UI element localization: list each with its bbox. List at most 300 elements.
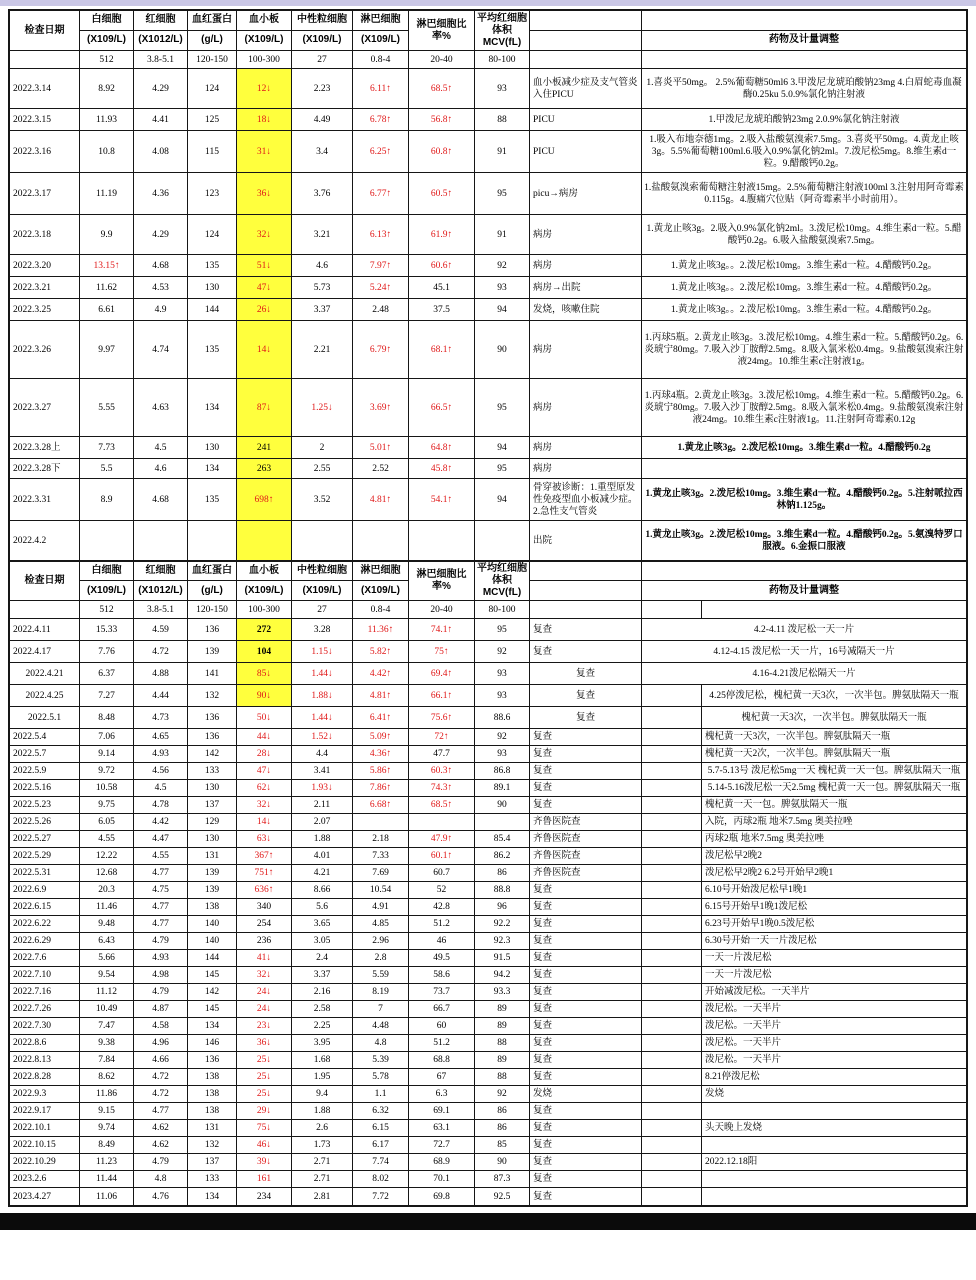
- cell-rbc: 4.76: [134, 1188, 188, 1205]
- cell-lymphocyte: 5.24↑: [353, 277, 409, 298]
- mcv-label-line2: MCV(fL): [482, 587, 522, 598]
- cell-mcv: 86.2: [475, 848, 530, 864]
- cell-lymphocyte: 10.54: [353, 882, 409, 898]
- column-unit: (X109/L): [302, 34, 342, 46]
- ref-platelet: 100-300: [237, 51, 292, 68]
- cell-lymphocyte: 3.69↑: [353, 379, 409, 436]
- cell-gap: [642, 916, 702, 932]
- cell-meds: 泼尼松。一天半片: [705, 1004, 782, 1014]
- cell-lymphocyte: 11.36↑: [353, 619, 409, 640]
- cell-wbc: 9.72: [80, 763, 134, 779]
- table-row: [10, 459, 966, 479]
- cell-date: 2022.5.27: [10, 831, 80, 847]
- table-row: [10, 899, 966, 916]
- table-row: [10, 641, 966, 663]
- cell-lymphocyte: 2.48: [353, 299, 409, 320]
- cell-gap: [642, 780, 702, 796]
- cell-meds: 槐杞黄一天3次，一次半包。脾氨肽隔天一瓶: [741, 712, 927, 723]
- cell-date: 2022.3.18: [10, 215, 80, 254]
- cell-mcv: 95: [475, 173, 530, 214]
- cell-gap: [642, 1069, 702, 1085]
- cell-date: 2022.6.22: [10, 916, 80, 932]
- cell-neutrophil: 3.95: [292, 1035, 353, 1051]
- column-header-meds: [642, 11, 966, 50]
- cell-hgb: 130: [188, 831, 237, 847]
- cell-mcv: 89: [475, 1018, 530, 1034]
- cell-meds: 5.14-5.16泼尼松一天2.5mg 槐杞黄一天一包。脾氨肽隔天一瓶: [707, 783, 961, 793]
- cell-neutrophil: 2.21: [292, 321, 353, 378]
- cell-rbc: 4.08: [134, 131, 188, 172]
- cell-platelet: 254: [237, 916, 292, 932]
- cell-rbc: 4.77: [134, 865, 188, 881]
- cell-platelet: 104: [237, 641, 292, 662]
- cell-hgb: 130: [188, 780, 237, 796]
- cell-meds: 1.丙球4瓶。2.黄龙止咳3g。3.泼尼松10mg。4.维生素d一粒。5.醋酸钙0.2g。6.炎琥宁80mg。7.吸入沙丁胺醇2.5mg。8.吸入氯米松0.4mg。9.盐酸氨溴索注射液24mg。10.维生素c注射液1g。11.注射阿奇霉素0.12g: [644, 390, 964, 425]
- cell-lymph-ratio: 60: [409, 1018, 475, 1034]
- cell-mcv: 88.6: [475, 707, 530, 728]
- cell-gap: [642, 1035, 702, 1051]
- cell-meds: 1.黄龙止咳3g。2.泼尼松10mg。3.维生素d一粒。4.醋酸钙0.2g。5.氨溴特罗口服液。6.金振口服液: [645, 529, 963, 552]
- table-row: [10, 131, 966, 173]
- cell-neutrophil: 3.41: [292, 763, 353, 779]
- cell-meds: 槐杞黄一天一包。脾氨肽隔天一瓶: [705, 800, 848, 810]
- column-unit: (X109/L): [361, 34, 400, 46]
- cell-rbc: 4.72: [134, 1069, 188, 1085]
- cell-platelet: 29↓: [237, 1103, 292, 1119]
- cell-status: 病房→出院: [530, 277, 642, 298]
- cell-hgb: 134: [188, 379, 237, 436]
- ref-lymphocyte: 0.8-4: [353, 601, 409, 618]
- cell-lymphocyte: 5.78: [353, 1069, 409, 1085]
- cell-lymph-ratio: 73.7: [409, 984, 475, 1000]
- cell-wbc: 6.43: [80, 933, 134, 949]
- cell-date: 2023.4.27: [10, 1188, 80, 1205]
- cell-lymphocyte: 6.32: [353, 1103, 409, 1119]
- cell-hgb: 140: [188, 916, 237, 932]
- cell-lymphocyte: 6.13↑: [353, 215, 409, 254]
- table-row: [10, 848, 966, 865]
- cell-meds: 1.甲泼尼龙琥珀酸钠23mg 2.0.9%氯化钠注射液: [708, 114, 900, 125]
- cell-platelet: 236: [237, 933, 292, 949]
- cell-lymphocyte: 4.85: [353, 916, 409, 932]
- cell-lymphocyte: 6.77↑: [353, 173, 409, 214]
- cell-neutrophil: 1.88: [292, 831, 353, 847]
- cell-lymph-ratio: 45.1: [409, 277, 475, 298]
- column-header-mcv: [475, 11, 530, 50]
- table-row: [10, 685, 966, 707]
- cell-lymph-ratio: 69.4↑: [409, 663, 475, 684]
- cell-wbc: 13.15↑: [80, 255, 134, 276]
- cell-hgb: 138: [188, 1086, 237, 1102]
- cell-mcv: 94: [475, 437, 530, 458]
- cell-gap: [642, 1188, 702, 1205]
- cell-meds: 6.30号开始一天一片泼尼松: [705, 936, 817, 946]
- cell-platelet: 41↓: [237, 950, 292, 966]
- column-header-platelet: [237, 562, 292, 600]
- cell-status: 复查: [530, 984, 642, 1000]
- cell-rbc: 4.41: [134, 109, 188, 130]
- table-row: [10, 173, 966, 215]
- cell-rbc: 4.73: [134, 707, 188, 728]
- ref-wbc: 512: [80, 601, 134, 618]
- cell-hgb: 124: [188, 69, 237, 108]
- cell-platelet: 234: [237, 1188, 292, 1205]
- cell-platelet: 23↓: [237, 1018, 292, 1034]
- column-unit: (X1012/L): [138, 34, 183, 46]
- cell-platelet: 24↓: [237, 984, 292, 1000]
- cell-hgb: 131: [188, 848, 237, 864]
- table-row: [10, 950, 966, 967]
- table-row: [10, 1069, 966, 1086]
- ref-rbc: 3.8-5.1: [134, 51, 188, 68]
- cell-neutrophil: 9.4: [292, 1086, 353, 1102]
- column-header-rbc: [134, 562, 188, 600]
- cell-platelet: 50↓: [237, 707, 292, 728]
- cell-mcv: 90: [475, 1154, 530, 1170]
- ref-lymph-ratio: 20-40: [409, 51, 475, 68]
- column-unit: (X109/L): [302, 584, 342, 596]
- cell-date: [10, 601, 80, 618]
- cell-status: 复查: [530, 1103, 642, 1119]
- cell-neutrophil: 2.25: [292, 1018, 353, 1034]
- cell-status: 复查: [530, 1018, 642, 1034]
- cell-lymph-ratio: 69.8: [409, 1188, 475, 1205]
- cell-date: 2022.4.21: [10, 663, 80, 684]
- cell-status: 复查: [530, 1137, 642, 1153]
- ref-hgb: 120-150: [188, 601, 237, 618]
- cell-platelet: 32↓: [237, 967, 292, 983]
- column-header-lymphocyte: [353, 562, 409, 600]
- table-row: [10, 215, 966, 255]
- cell-lymph-ratio: 60.7: [409, 865, 475, 881]
- cell-neutrophil: 1.95: [292, 1069, 353, 1085]
- cell-lymph-ratio: 52: [409, 882, 475, 898]
- cell-status: 复查: [530, 1035, 642, 1051]
- cell-lymphocyte: 4.91: [353, 899, 409, 915]
- cell-mcv: 93: [475, 663, 530, 684]
- table-row: [10, 1018, 966, 1035]
- cell-gap: [642, 746, 702, 762]
- table-row: [10, 797, 966, 814]
- cell-date: 2022.7.16: [10, 984, 80, 1000]
- cell-lymphocyte: 5.82↑: [353, 641, 409, 662]
- meds-label: 药物及计量调整: [769, 584, 839, 596]
- cell-date: 2022.6.15: [10, 899, 80, 915]
- column-unit: (X1012/L): [138, 584, 183, 596]
- cell-status: 复查: [530, 1154, 642, 1170]
- cell-lymph-ratio: 68.5↑: [409, 797, 475, 813]
- cell-lymph-ratio: 72↑: [409, 729, 475, 745]
- cell-wbc: 9.15: [80, 1103, 134, 1119]
- column-header-platelet: [237, 11, 292, 50]
- cell-lymphocyte: 7.72: [353, 1188, 409, 1205]
- cell-rbc: 4.6: [134, 459, 188, 478]
- column-header-wbc: [80, 11, 134, 50]
- ref-platelet: 100-300: [237, 601, 292, 618]
- table-row: [10, 865, 966, 882]
- cell-wbc: 7.73: [80, 437, 134, 458]
- cell-platelet: 85↓: [237, 663, 292, 684]
- cell-rbc: 4.96: [134, 1035, 188, 1051]
- cell-lymph-ratio: 75.6↑: [409, 707, 475, 728]
- cell-wbc: 7.27: [80, 685, 134, 706]
- cell-wbc: 11.86: [80, 1086, 134, 1102]
- cell-rbc: 4.68: [134, 479, 188, 520]
- cell-rbc: 4.87: [134, 1001, 188, 1017]
- cell-status: 病房: [530, 437, 642, 458]
- cell-hgb: 137: [188, 1154, 237, 1170]
- column-label: 红细胞: [134, 11, 187, 31]
- cell-mcv: 95: [475, 379, 530, 436]
- table-row: [10, 1188, 966, 1205]
- column-header-meds: [642, 562, 966, 600]
- cell-rbc: 4.68: [134, 255, 188, 276]
- table-row: [10, 831, 966, 848]
- cell-mcv: 85: [475, 1137, 530, 1153]
- cell-date: 2022.3.16: [10, 131, 80, 172]
- cell-meds: 开始减泼尼松。一天半片: [705, 987, 810, 997]
- cell-status: 复查: [530, 916, 642, 932]
- cell-neutrophil: 2.6: [292, 1120, 353, 1136]
- cell-status: 复查: [530, 1052, 642, 1068]
- cell-meds: 槐杞黄一天2次，一次半包。脾氨肽隔天一瓶: [705, 749, 891, 759]
- cell-gap: [642, 899, 702, 915]
- cell-lymphocyte: 4.36↑: [353, 746, 409, 762]
- cell-status: PICU: [530, 109, 642, 130]
- table-row: [10, 1171, 966, 1188]
- cell-status: 复查: [530, 780, 642, 796]
- cell-platelet: 14↓: [237, 321, 292, 378]
- cell-lymph-ratio: 66.7: [409, 1001, 475, 1017]
- cell-wbc: 12.22: [80, 848, 134, 864]
- table-row: [10, 1154, 966, 1171]
- cell-platelet: 90↓: [237, 685, 292, 706]
- cell-neutrophil: 3.76: [292, 173, 353, 214]
- cell-date: 2022.3.15: [10, 109, 80, 130]
- cell-lymph-ratio: [409, 814, 475, 830]
- table-row: [10, 746, 966, 763]
- cell-lymph-ratio: 74.3↑: [409, 780, 475, 796]
- cell-mcv: 93: [475, 69, 530, 108]
- cell-hgb: 134: [188, 1188, 237, 1205]
- cell-rbc: 4.44: [134, 685, 188, 706]
- table-row: [10, 479, 966, 521]
- column-header-hgb: [188, 562, 237, 600]
- cell-lymphocyte: 2.18: [353, 831, 409, 847]
- cell-platelet: 751↑: [237, 865, 292, 881]
- column-label: 白细胞: [80, 562, 133, 581]
- cell-meds: 槐杞黄一天3次，一次半包。脾氨肽隔天一瓶: [705, 732, 891, 742]
- cell-meds: 1.黄龙止咳3g。。2.泼尼松10mg。3.维生素d一粒。4.醋酸钙0.2g。: [670, 304, 938, 315]
- cell-meds: 2022.12.18阳: [705, 1157, 758, 1167]
- cell-hgb: 136: [188, 619, 237, 640]
- cell-rbc: 4.77: [134, 1103, 188, 1119]
- cell-gap: [642, 933, 702, 949]
- cell-date: 2022.7.30: [10, 1018, 80, 1034]
- cell-date: 2022.3.28上: [10, 437, 80, 458]
- cell-lymphocyte: 2.52: [353, 459, 409, 478]
- cell-platelet: 18↓: [237, 109, 292, 130]
- cell-platelet: 698↑: [237, 479, 292, 520]
- cell-wbc: 11.46: [80, 899, 134, 915]
- cell-date: 2022.6.29: [10, 933, 80, 949]
- cell-neutrophil: 3.37: [292, 299, 353, 320]
- cell-platelet: 340: [237, 899, 292, 915]
- column-label: 血红蛋白: [188, 11, 236, 31]
- cell-gap: [642, 797, 702, 813]
- cell-meds: 4.2-4.11 泼尼松一天一片: [753, 624, 855, 635]
- cell-hgb: 139: [188, 641, 237, 662]
- cell-lymph-ratio: 74.1↑: [409, 619, 475, 640]
- cell-rbc: 4.93: [134, 746, 188, 762]
- reference-row: [10, 601, 966, 619]
- mcv-label-line1: 平均红细胞体积: [477, 563, 527, 586]
- cell-date: 2022.5.4: [10, 729, 80, 745]
- table-row: [10, 619, 966, 641]
- cell-platelet: 24↓: [237, 1001, 292, 1017]
- cell-meds: 1.黄龙止咳3g。。2.泼尼松10mg。3.维生素d一粒。4.醋酸钙0.2g。: [670, 282, 938, 293]
- blood-test-table: [8, 9, 968, 1207]
- cell-date: 2022.9.17: [10, 1103, 80, 1119]
- column-header-rbc: [134, 11, 188, 50]
- table-row: [10, 321, 966, 379]
- cell-lymph-ratio: 69.1: [409, 1103, 475, 1119]
- cell-rbc: 4.98: [134, 967, 188, 983]
- cell-date: 2022.4.17: [10, 641, 80, 662]
- cell-wbc: [80, 521, 134, 560]
- cell-hgb: 133: [188, 763, 237, 779]
- cell-gap: [642, 1103, 702, 1119]
- cell-platelet: 47↓: [237, 763, 292, 779]
- cell-wbc: 15.33: [80, 619, 134, 640]
- cell-meds: 1.黄龙止咳3g。。2.泼尼松10mg。3.维生素d一粒。4.醋酸钙0.2g。: [670, 260, 938, 271]
- cell-mcv: 96: [475, 899, 530, 915]
- cell-lymphocyte: 5.59: [353, 967, 409, 983]
- cell-hgb: 134: [188, 459, 237, 478]
- cell-lymph-ratio: 72.7: [409, 1137, 475, 1153]
- cell-hgb: 138: [188, 1069, 237, 1085]
- cell-neutrophil: 1.25↓: [292, 379, 353, 436]
- cell-status: picu→病房: [530, 173, 642, 214]
- cell-hgb: [188, 521, 237, 560]
- cell-hgb: 115: [188, 131, 237, 172]
- cell-platelet: 63↓: [237, 831, 292, 847]
- cell-rbc: 4.74: [134, 321, 188, 378]
- cell-platelet: 36↓: [237, 173, 292, 214]
- cell-mcv: [475, 521, 530, 560]
- cell-meds: 1.吸入布地奈德1mg。2.吸入盐酸氨溴索7.5mg。3.喜炎平50mg。4.黄龙止咳3g。5.5%葡萄糖100ml.6.吸入0.9%氯化钠2ml。7.泼尼松5mg。8.维生素d一粒。9.醋酸钙0.2g。: [649, 134, 959, 169]
- cell-neutrophil: 2.71: [292, 1171, 353, 1187]
- cell-mcv: 86: [475, 1103, 530, 1119]
- cell-status: 复查: [530, 729, 642, 745]
- cell-neutrophil: 3.65: [292, 916, 353, 932]
- cell-mcv: 90: [475, 797, 530, 813]
- table-row: [10, 521, 966, 561]
- cell-hgb: 146: [188, 1035, 237, 1051]
- table-row: [10, 69, 966, 109]
- cell-wbc: 10.8: [80, 131, 134, 172]
- cell-hgb: 135: [188, 255, 237, 276]
- cell-date: 2022.5.31: [10, 865, 80, 881]
- cell-neutrophil: 2.4: [292, 950, 353, 966]
- cell-neutrophil: 1.88↓: [292, 685, 353, 706]
- cell-rbc: 4.56: [134, 763, 188, 779]
- column-unit: (g/L): [201, 34, 223, 46]
- cell-wbc: 7.76: [80, 641, 134, 662]
- cell-rbc: 4.47: [134, 831, 188, 847]
- cell-status: 齐鲁医院查: [530, 814, 642, 830]
- column-header-lymphocyte: [353, 11, 409, 50]
- mcv-label-line1: 平均红细胞体积: [477, 12, 527, 36]
- table-row: [10, 814, 966, 831]
- cell-neutrophil: 1.93↓: [292, 780, 353, 796]
- cell-platelet: 241: [237, 437, 292, 458]
- cell-platelet: 25↓: [237, 1086, 292, 1102]
- cell-status: 复查: [530, 685, 642, 706]
- cell-wbc: 9.97: [80, 321, 134, 378]
- cell-lymph-ratio: 75↑: [409, 641, 475, 662]
- cell-rbc: 4.55: [134, 848, 188, 864]
- cell-wbc: 5.55: [80, 379, 134, 436]
- cell-mcv: 94: [475, 299, 530, 320]
- cell-wbc: 11.62: [80, 277, 134, 298]
- cell-neutrophil: 1.68: [292, 1052, 353, 1068]
- cell-meds: 1.黄龙止咳3g。2.吸入0.9%氯化钠2ml。3.泼尼松10mg。4.维生素d一粒。5.醋酸钙0.2g。6.吸入盐酸氨溴索7.5mg。: [646, 223, 962, 246]
- window-top-strip: [0, 0, 976, 6]
- cell-meds: 8.21停泼尼松: [705, 1072, 760, 1082]
- cell-meds: [642, 51, 966, 68]
- cell-meds: 一天一片泼尼松: [705, 970, 772, 980]
- cell-date: 2022.10.29: [10, 1154, 80, 1170]
- cell-status: 骨穿被诊断：1.重型原发性免疫型血小板减少症。2.急性支气管炎: [530, 479, 642, 520]
- cell-rbc: 4.36: [134, 173, 188, 214]
- column-header-wbc: [80, 562, 134, 600]
- cell-neutrophil: 4.01: [292, 848, 353, 864]
- cell-status: 病房: [530, 379, 642, 436]
- cell-rbc: 4.88: [134, 663, 188, 684]
- cell-neutrophil: 1.73: [292, 1137, 353, 1153]
- cell-date: 2022.5.26: [10, 814, 80, 830]
- cell-mcv: 92: [475, 255, 530, 276]
- cell-lymphocyte: 4.42↑: [353, 663, 409, 684]
- cell-meds: 5.7-5.13号 泼尼松5mg一天 槐杞黄一天一包。脾氨肽隔天一瓶: [707, 766, 961, 776]
- cell-hgb: 141: [188, 663, 237, 684]
- ref-lymph-ratio: 20-40: [409, 601, 475, 618]
- column-label: 中性粒细胞: [292, 562, 352, 581]
- cell-wbc: 8.9: [80, 479, 134, 520]
- cell-status: 复查: [530, 707, 642, 728]
- column-label: 血小板: [237, 11, 291, 31]
- cell-neutrophil: 4.4: [292, 746, 353, 762]
- cell-hgb: 131: [188, 1120, 237, 1136]
- cell-date: 2022.3.17: [10, 173, 80, 214]
- cell-lymphocyte: 6.11↑: [353, 69, 409, 108]
- cell-hgb: 133: [188, 1171, 237, 1187]
- cell-gap: [642, 950, 702, 966]
- cell-hgb: 137: [188, 797, 237, 813]
- cell-wbc: 7.06: [80, 729, 134, 745]
- cell-neutrophil: 3.37: [292, 967, 353, 983]
- cell-mcv: 92.3: [475, 933, 530, 949]
- cell-status: 发烧，咳嗽住院: [530, 299, 642, 320]
- cell-gap: [642, 1001, 702, 1017]
- cell-date: 2022.7.6: [10, 950, 80, 966]
- cell-wbc: 11.23: [80, 1154, 134, 1170]
- cell-lymph-ratio: 63.1: [409, 1120, 475, 1136]
- cell-platelet: 36↓: [237, 1035, 292, 1051]
- cell-meds: 6.23号开始早1晚0.5泼尼松: [705, 919, 815, 929]
- cell-mcv: 93: [475, 685, 530, 706]
